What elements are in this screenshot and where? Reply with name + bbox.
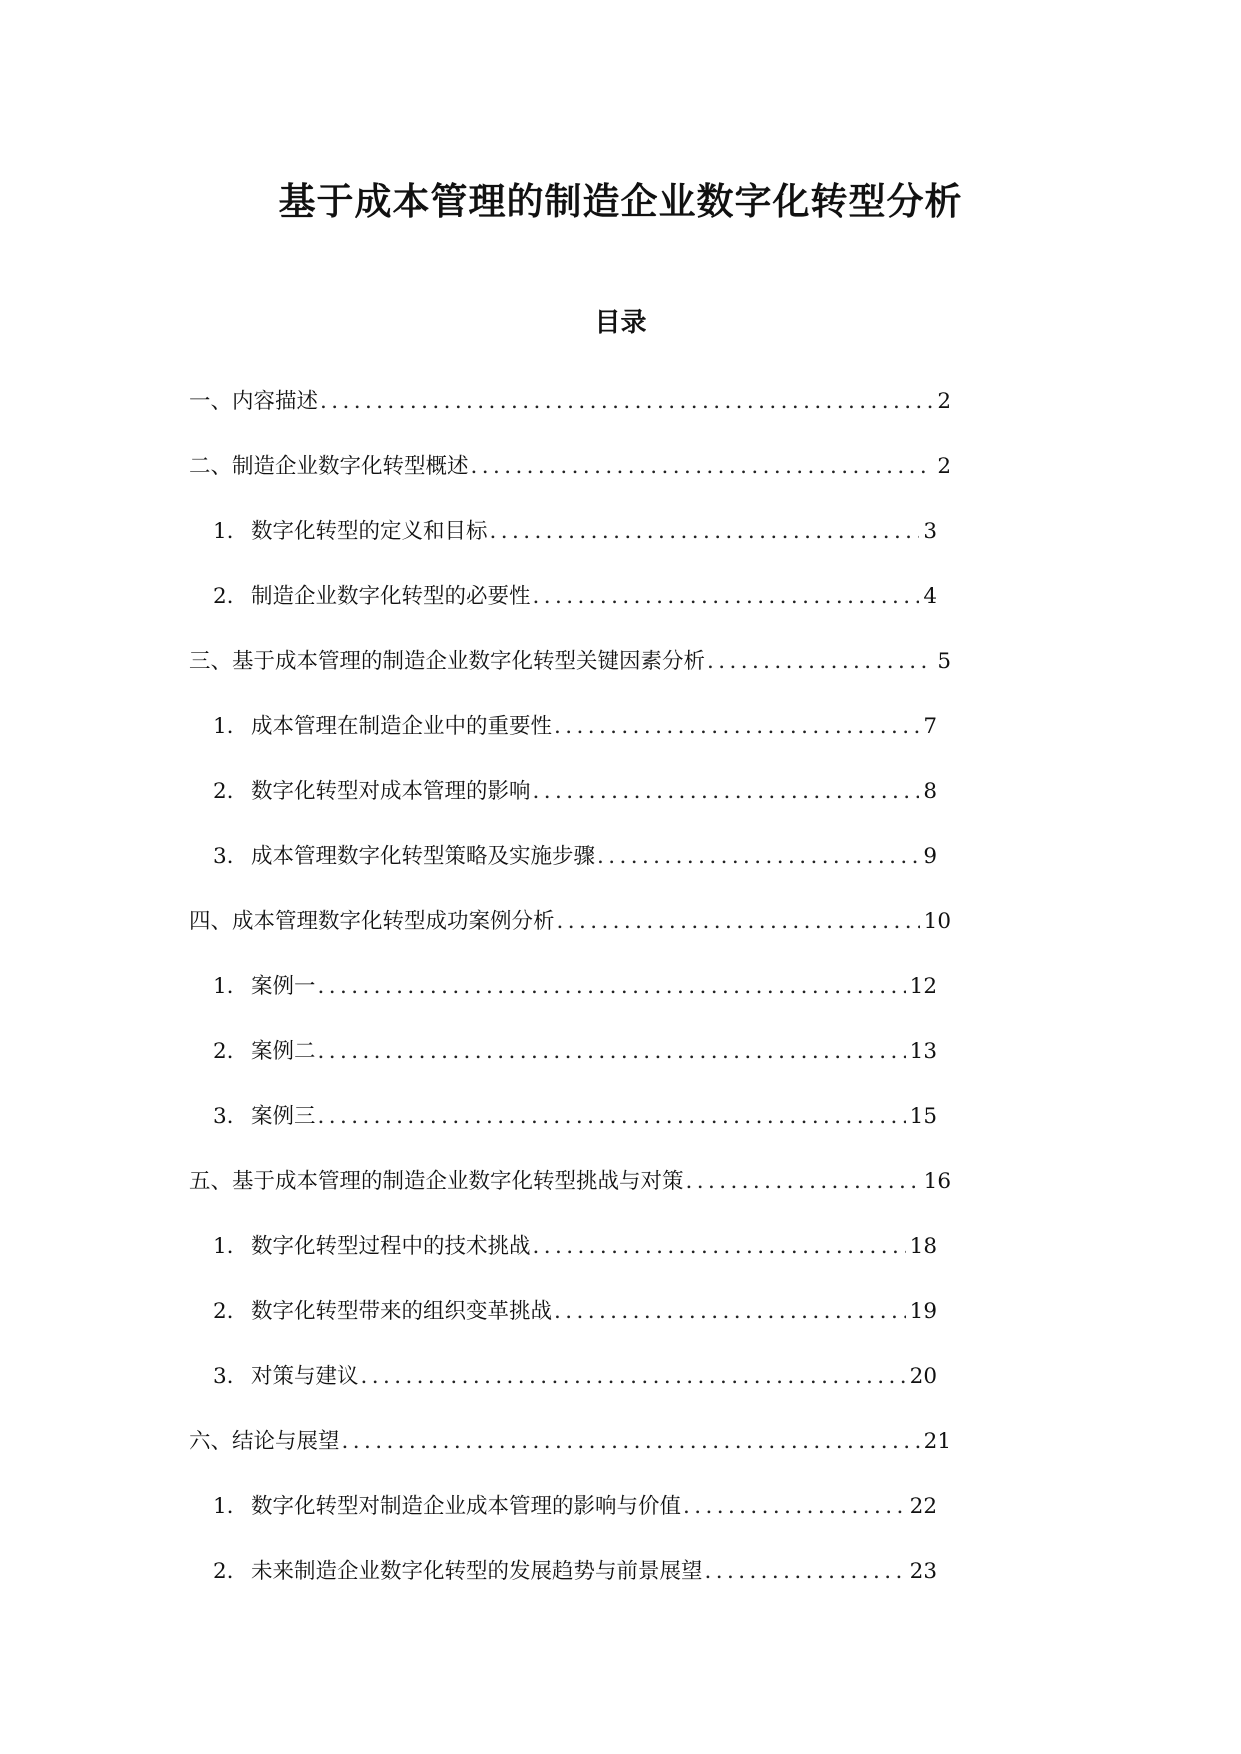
- toc-entry[interactable]: [189, 1487, 951, 1552]
- toc-dot-leader: [705, 1552, 906, 1592]
- toc-dot-leader: [318, 967, 906, 1007]
- toc-entry[interactable]: [189, 1422, 951, 1487]
- toc-entry-number: 2.: [213, 779, 234, 804]
- toc-entry-title: 案例三: [251, 1104, 316, 1129]
- toc-entry-number: 2.: [213, 584, 234, 609]
- toc-entry[interactable]: [189, 772, 951, 837]
- toc-page-number: 18: [909, 1234, 937, 1259]
- toc-page-number: 7: [923, 714, 937, 739]
- toc-entry[interactable]: [189, 577, 951, 642]
- toc-heading: 目录: [594, 307, 647, 338]
- toc-entry-title: 案例二: [251, 1039, 316, 1064]
- toc-dot-leader: [320, 382, 933, 422]
- toc-entry[interactable]: [189, 1032, 951, 1097]
- toc-page-number: 15: [909, 1104, 937, 1129]
- toc-dot-leader: [686, 1162, 920, 1202]
- toc-entry[interactable]: [189, 1357, 951, 1422]
- toc-dot-leader: [533, 577, 920, 617]
- toc-page-number: 23: [909, 1559, 937, 1584]
- toc-entry-title: 未来制造企业数字化转型的发展趋势与前景展望: [251, 1559, 703, 1584]
- toc-entry[interactable]: [189, 1227, 951, 1292]
- toc-entry-title: 二、制造企业数字化转型概述: [189, 454, 469, 479]
- toc-entry[interactable]: [189, 1552, 951, 1617]
- toc-dot-leader: [318, 1032, 906, 1072]
- toc-entry-number: 2.: [213, 1559, 234, 1584]
- toc-entry-title: 一、内容描述: [189, 389, 319, 414]
- toc-entry[interactable]: [189, 642, 951, 707]
- toc-entry[interactable]: [189, 837, 951, 902]
- toc-dot-leader: [533, 772, 920, 812]
- toc-entry[interactable]: [189, 967, 951, 1032]
- toc-page-number: 4: [923, 584, 937, 609]
- toc-entry[interactable]: [189, 707, 951, 772]
- table-of-contents: [189, 382, 951, 1617]
- toc-dot-leader: [471, 447, 934, 487]
- toc-page-number: 8: [923, 779, 937, 804]
- toc-page-number: 9: [923, 844, 937, 869]
- toc-dot-leader: [597, 837, 919, 877]
- document-title: 基于成本管理的制造企业数字化转型分析: [278, 178, 963, 223]
- toc-entry-number: 2.: [213, 1039, 234, 1064]
- toc-page-number: 16: [923, 1169, 951, 1194]
- toc-entry-title: 成本管理数字化转型策略及实施步骤: [251, 844, 596, 869]
- toc-entry-title: 六、结论与展望: [189, 1429, 340, 1454]
- toc-dot-leader: [361, 1357, 906, 1397]
- toc-entry[interactable]: [189, 512, 951, 577]
- toc-entry-title: 数字化转型带来的组织变革挑战: [251, 1299, 553, 1324]
- toc-entry-title: 数字化转型过程中的技术挑战: [251, 1234, 531, 1259]
- toc-page-number: 2: [937, 454, 951, 479]
- toc-entry-title: 案例一: [251, 974, 316, 999]
- toc-page-number: 12: [909, 974, 937, 999]
- toc-entry[interactable]: [189, 1292, 951, 1357]
- toc-entry-title: 制造企业数字化转型的必要性: [251, 584, 531, 609]
- toc-page-number: 22: [909, 1494, 937, 1519]
- toc-entry-number: 3.: [213, 1104, 234, 1129]
- toc-page-number: 5: [937, 649, 951, 674]
- toc-entry-title: 成本管理在制造企业中的重要性: [251, 714, 553, 739]
- toc-entry[interactable]: [189, 1162, 951, 1227]
- toc-entry-title: 三、基于成本管理的制造企业数字化转型关键因素分析: [189, 649, 706, 674]
- toc-dot-leader: [554, 1292, 906, 1332]
- toc-dot-leader: [318, 1097, 906, 1137]
- toc-entry[interactable]: [189, 1097, 951, 1162]
- toc-dot-leader: [533, 1227, 906, 1267]
- toc-dot-leader: [342, 1422, 920, 1462]
- toc-entry[interactable]: [189, 902, 951, 967]
- toc-entry-number: 1.: [213, 519, 234, 544]
- toc-entry-title: 对策与建议: [251, 1364, 359, 1389]
- toc-entry-title: 五、基于成本管理的制造企业数字化转型挑战与对策: [189, 1169, 684, 1194]
- toc-entry-title: 数字化转型对制造企业成本管理的影响与价值: [251, 1494, 682, 1519]
- toc-entry-number: 1.: [213, 1494, 234, 1519]
- toc-page-number: 21: [923, 1429, 951, 1454]
- toc-entry-title: 四、成本管理数字化转型成功案例分析: [189, 909, 555, 934]
- toc-entry-number: 1.: [213, 974, 234, 999]
- toc-dot-leader: [490, 512, 920, 552]
- toc-entry-number: 3.: [213, 1364, 234, 1389]
- toc-page-number: 20: [909, 1364, 937, 1389]
- toc-entry-number: 3.: [213, 844, 234, 869]
- toc-page-number: 19: [909, 1299, 937, 1324]
- toc-page-number: 3: [923, 519, 937, 544]
- toc-page-number: 10: [923, 909, 951, 934]
- toc-dot-leader: [683, 1487, 906, 1527]
- toc-entry-number: 2.: [213, 1299, 234, 1324]
- toc-entry[interactable]: [189, 447, 951, 512]
- toc-entry-title: 数字化转型对成本管理的影响: [251, 779, 531, 804]
- toc-dot-leader: [707, 642, 933, 682]
- toc-entry-number: 1.: [213, 1234, 234, 1259]
- toc-page-number: 13: [909, 1039, 937, 1064]
- toc-dot-leader: [557, 902, 920, 942]
- toc-entry-title: 数字化转型的定义和目标: [251, 519, 488, 544]
- toc-entry[interactable]: [189, 382, 951, 447]
- toc-dot-leader: [554, 707, 919, 747]
- toc-entry-number: 1.: [213, 714, 234, 739]
- toc-page-number: 2: [937, 389, 951, 414]
